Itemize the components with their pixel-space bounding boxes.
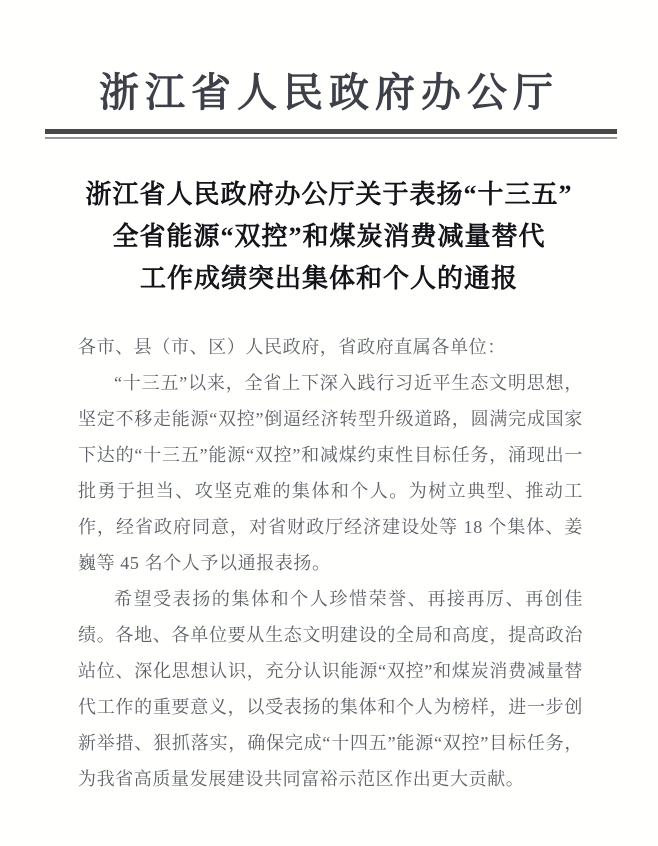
document-title: [0, 174, 658, 300]
agency-masthead: 浙江省人民政府办公厅: [99, 70, 559, 115]
title-line-1: 浙江省人民政府办公厅关于表扬“十三五”: [85, 180, 573, 209]
title-line-3: 工作成绩突出集体和个人的通报: [139, 264, 518, 293]
masthead-rule-thin: [45, 137, 617, 139]
body-paragraph-2: 希望受表扬的集体和个人珍惜荣誉、再接再厉、再创佳绩。各地、各单位要从生态文明建设的全局和高度，提高政治站位、深化思想认识，充分认识能源“双控”和煤炭消费减量替代工作的重要意义，以受表扬的集体和个人为榜样，进一步创新举措、狠抓落实，确保完成“十四五”能源“双控”目标任务，为我省高质量发展建设共同富裕示范区作出更大贡献。: [78, 589, 583, 789]
document-body: [78, 329, 583, 797]
salutation-line: 各市、县（市、区）人民政府，省政府直属各单位：: [78, 337, 506, 357]
body-paragraph-1: “十三五”以来，全省上下深入践行习近平生态文明思想，坚定不移走能源“双控”倒逼经济转型升级道路，圆满完成国家下达的“十三五”能源“双控”和减煤约束性目标任务，涌现出一批勇于担当、攻坚克难的集体和个人。为树立典型、推动工作，经省政府同意，对省财政厅经济建设处等 18 个集体、姜巍等 45 名个人予以通报表扬。: [78, 373, 583, 573]
title-line-2: 全省能源“双控”和煤炭消费减量替代: [112, 222, 546, 251]
masthead-rule-thick: [45, 129, 617, 134]
